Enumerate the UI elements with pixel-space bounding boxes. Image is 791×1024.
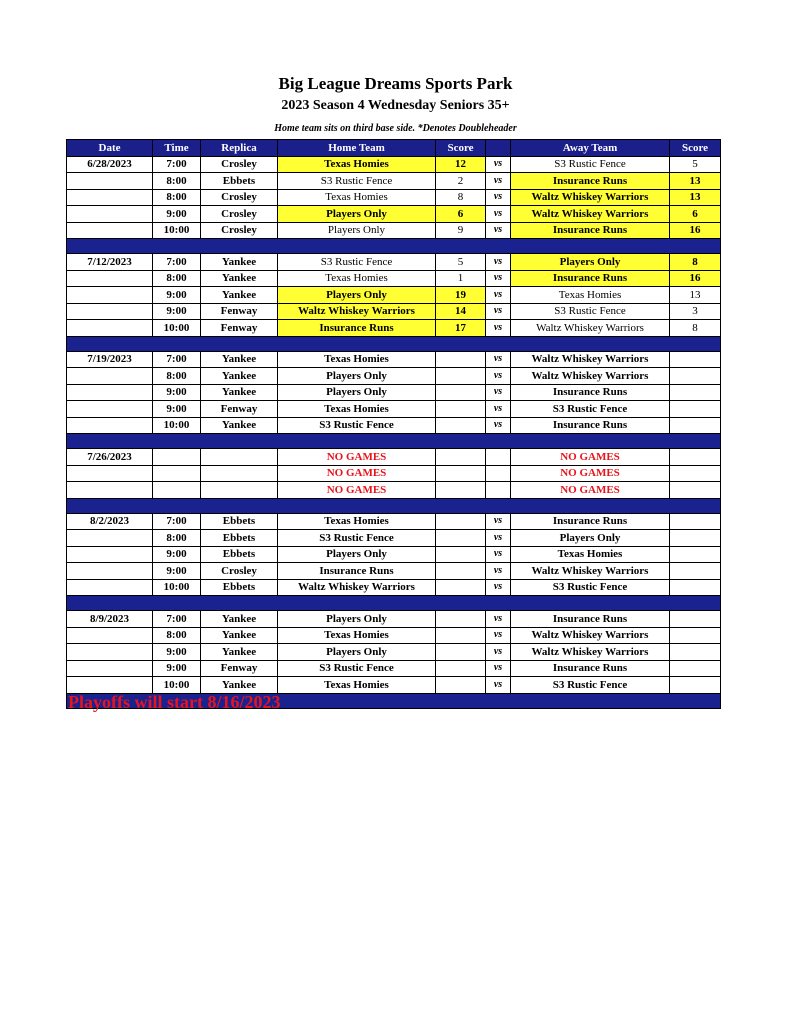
- replica-cell: [201, 465, 278, 482]
- header-date: Date: [67, 140, 153, 157]
- away-team-cell: Waltz Whiskey Warriors: [511, 320, 670, 337]
- home-team-cell: Texas Homies: [278, 627, 436, 644]
- time-cell: 9:00: [153, 644, 201, 661]
- away-team-cell: Insurance Runs: [511, 611, 670, 628]
- vs-cell: vs: [486, 368, 511, 385]
- table-row: [67, 222, 721, 239]
- home-score-cell: [436, 449, 486, 466]
- home-team-cell: NO GAMES: [278, 482, 436, 499]
- away-score-cell: 16: [670, 270, 721, 287]
- replica-cell: Yankee: [201, 627, 278, 644]
- away-score-cell: 13: [670, 287, 721, 304]
- vs-cell: [486, 482, 511, 499]
- replica-cell: Yankee: [201, 384, 278, 401]
- time-cell: 8:00: [153, 530, 201, 547]
- week-divider-cell: [67, 498, 721, 513]
- date-cell: [67, 320, 153, 337]
- date-cell: [67, 206, 153, 223]
- table-row: [67, 173, 721, 190]
- away-score-cell: 3: [670, 303, 721, 320]
- away-team-cell: Insurance Runs: [511, 417, 670, 434]
- vs-cell: vs: [486, 579, 511, 596]
- away-team-cell: Waltz Whiskey Warriors: [511, 644, 670, 661]
- week-divider-cell: [67, 596, 721, 611]
- vs-cell: vs: [486, 627, 511, 644]
- date-cell: 7/26/2023: [67, 449, 153, 466]
- date-cell: [67, 530, 153, 547]
- home-team-cell: Waltz Whiskey Warriors: [278, 579, 436, 596]
- home-team-cell: Texas Homies: [278, 270, 436, 287]
- away-team-cell: Insurance Runs: [511, 173, 670, 190]
- vs-cell: vs: [486, 173, 511, 190]
- replica-cell: Ebbets: [201, 579, 278, 596]
- home-score-cell: [436, 563, 486, 580]
- home-score-cell: [436, 351, 486, 368]
- time-cell: 8:00: [153, 270, 201, 287]
- home-score-cell: [436, 465, 486, 482]
- home-score-cell: 1: [436, 270, 486, 287]
- home-score-cell: 17: [436, 320, 486, 337]
- replica-cell: Yankee: [201, 417, 278, 434]
- table-header-row: [67, 140, 721, 157]
- away-score-cell: 8: [670, 320, 721, 337]
- vs-cell: vs: [486, 611, 511, 628]
- away-score-cell: 6: [670, 206, 721, 223]
- home-score-cell: 19: [436, 287, 486, 304]
- date-cell: 7/12/2023: [67, 254, 153, 271]
- table-row: [67, 563, 721, 580]
- schedule-body: [67, 156, 721, 708]
- home-score-cell: 8: [436, 189, 486, 206]
- replica-cell: Ebbets: [201, 530, 278, 547]
- home-score-cell: [436, 384, 486, 401]
- home-score-cell: [436, 530, 486, 547]
- home-score-cell: 5: [436, 254, 486, 271]
- home-score-cell: [436, 627, 486, 644]
- home-score-cell: [436, 417, 486, 434]
- away-team-cell: S3 Rustic Fence: [511, 156, 670, 173]
- home-team-cell: NO GAMES: [278, 449, 436, 466]
- table-row: [67, 156, 721, 173]
- week-divider: [67, 239, 721, 254]
- home-score-cell: [436, 579, 486, 596]
- table-row: [67, 401, 721, 418]
- time-cell: 8:00: [153, 189, 201, 206]
- vs-cell: vs: [486, 677, 511, 694]
- away-score-cell: [670, 611, 721, 628]
- table-row: [67, 627, 721, 644]
- away-team-cell: Waltz Whiskey Warriors: [511, 368, 670, 385]
- date-cell: [67, 465, 153, 482]
- vs-cell: vs: [486, 254, 511, 271]
- week-divider: [67, 336, 721, 351]
- week-divider-cell: [67, 434, 721, 449]
- vs-cell: vs: [486, 270, 511, 287]
- away-team-cell: Insurance Runs: [511, 222, 670, 239]
- home-team-cell: Texas Homies: [278, 351, 436, 368]
- date-cell: 8/9/2023: [67, 611, 153, 628]
- date-cell: 8/2/2023: [67, 513, 153, 530]
- time-cell: 10:00: [153, 222, 201, 239]
- away-score-cell: 13: [670, 173, 721, 190]
- away-score-cell: [670, 482, 721, 499]
- vs-cell: vs: [486, 513, 511, 530]
- date-cell: [67, 546, 153, 563]
- table-row: [67, 546, 721, 563]
- table-row: [67, 270, 721, 287]
- header-home-team: Home Team: [278, 140, 436, 157]
- time-cell: 8:00: [153, 627, 201, 644]
- vs-cell: [486, 449, 511, 466]
- table-row: [67, 351, 721, 368]
- date-cell: [67, 677, 153, 694]
- vs-cell: vs: [486, 287, 511, 304]
- vs-cell: vs: [486, 563, 511, 580]
- week-divider-cell: [67, 336, 721, 351]
- header-time: Time: [153, 140, 201, 157]
- replica-cell: Fenway: [201, 320, 278, 337]
- date-cell: [67, 173, 153, 190]
- away-score-cell: [670, 465, 721, 482]
- home-score-cell: 12: [436, 156, 486, 173]
- away-score-cell: [670, 417, 721, 434]
- table-row: [67, 530, 721, 547]
- replica-cell: Yankee: [201, 270, 278, 287]
- header-replica: Replica: [201, 140, 278, 157]
- date-cell: [67, 384, 153, 401]
- header-vs: [486, 140, 511, 157]
- replica-cell: Yankee: [201, 644, 278, 661]
- time-cell: 10:00: [153, 417, 201, 434]
- time-cell: 9:00: [153, 546, 201, 563]
- time-cell: 9:00: [153, 660, 201, 677]
- table-row: [67, 677, 721, 694]
- home-team-cell: S3 Rustic Fence: [278, 254, 436, 271]
- time-cell: 9:00: [153, 401, 201, 418]
- replica-cell: Crosley: [201, 156, 278, 173]
- vs-cell: vs: [486, 303, 511, 320]
- replica-cell: Crosley: [201, 222, 278, 239]
- home-score-cell: [436, 401, 486, 418]
- date-cell: [67, 270, 153, 287]
- replica-cell: Yankee: [201, 254, 278, 271]
- away-score-cell: [670, 351, 721, 368]
- home-team-cell: Texas Homies: [278, 401, 436, 418]
- table-row: [67, 368, 721, 385]
- home-team-cell: NO GAMES: [278, 465, 436, 482]
- time-cell: 10:00: [153, 677, 201, 694]
- date-cell: 6/28/2023: [67, 156, 153, 173]
- home-team-cell: S3 Rustic Fence: [278, 417, 436, 434]
- replica-cell: [201, 482, 278, 499]
- away-score-cell: [670, 513, 721, 530]
- away-score-cell: [670, 530, 721, 547]
- home-score-cell: 14: [436, 303, 486, 320]
- away-score-cell: [670, 368, 721, 385]
- time-cell: [153, 465, 201, 482]
- away-score-cell: [670, 660, 721, 677]
- time-cell: 10:00: [153, 320, 201, 337]
- vs-cell: vs: [486, 189, 511, 206]
- vs-cell: vs: [486, 546, 511, 563]
- date-cell: [67, 189, 153, 206]
- table-row: [67, 384, 721, 401]
- home-score-cell: [436, 482, 486, 499]
- home-team-cell: Players Only: [278, 611, 436, 628]
- away-team-cell: Waltz Whiskey Warriors: [511, 627, 670, 644]
- table-row: [67, 579, 721, 596]
- home-score-cell: [436, 644, 486, 661]
- away-team-cell: Players Only: [511, 254, 670, 271]
- page-title: Big League Dreams Sports Park: [278, 74, 513, 93]
- table-row: [67, 449, 721, 466]
- time-cell: 7:00: [153, 351, 201, 368]
- schedule-table: [66, 139, 721, 709]
- time-cell: 9:00: [153, 563, 201, 580]
- away-score-cell: 16: [670, 222, 721, 239]
- time-cell: 7:00: [153, 254, 201, 271]
- replica-cell: Crosley: [201, 563, 278, 580]
- home-score-cell: 6: [436, 206, 486, 223]
- time-cell: 10:00: [153, 579, 201, 596]
- away-team-cell: Insurance Runs: [511, 384, 670, 401]
- home-team-cell: Players Only: [278, 384, 436, 401]
- away-team-cell: Waltz Whiskey Warriors: [511, 189, 670, 206]
- replica-cell: Yankee: [201, 287, 278, 304]
- date-cell: [67, 222, 153, 239]
- table-row: [67, 189, 721, 206]
- date-cell: [67, 627, 153, 644]
- replica-cell: Fenway: [201, 303, 278, 320]
- away-score-cell: [670, 546, 721, 563]
- replica-cell: Fenway: [201, 660, 278, 677]
- home-score-cell: [436, 368, 486, 385]
- table-row: [67, 303, 721, 320]
- home-score-cell: [436, 546, 486, 563]
- date-cell: [67, 287, 153, 304]
- away-score-cell: [670, 627, 721, 644]
- away-score-cell: 5: [670, 156, 721, 173]
- replica-cell: [201, 449, 278, 466]
- table-row: [67, 254, 721, 271]
- away-score-cell: 13: [670, 189, 721, 206]
- away-team-cell: S3 Rustic Fence: [511, 579, 670, 596]
- table-row: [67, 513, 721, 530]
- away-team-cell: S3 Rustic Fence: [511, 677, 670, 694]
- time-cell: 7:00: [153, 611, 201, 628]
- time-cell: 8:00: [153, 173, 201, 190]
- week-divider-cell: [67, 239, 721, 254]
- vs-cell: vs: [486, 644, 511, 661]
- page-subtitle: 2023 Season 4 Wednesday Seniors 35+: [281, 98, 510, 113]
- home-team-cell: Texas Homies: [278, 189, 436, 206]
- home-score-cell: [436, 611, 486, 628]
- table-row: [67, 482, 721, 499]
- week-divider: [67, 596, 721, 611]
- vs-cell: vs: [486, 401, 511, 418]
- home-team-cell: Texas Homies: [278, 513, 436, 530]
- replica-cell: Yankee: [201, 677, 278, 694]
- vs-cell: [486, 465, 511, 482]
- away-score-cell: [670, 384, 721, 401]
- time-cell: 7:00: [153, 156, 201, 173]
- away-team-cell: Texas Homies: [511, 546, 670, 563]
- away-score-cell: [670, 644, 721, 661]
- away-team-cell: S3 Rustic Fence: [511, 401, 670, 418]
- away-team-cell: Waltz Whiskey Warriors: [511, 563, 670, 580]
- home-team-cell: Players Only: [278, 546, 436, 563]
- home-team-cell: S3 Rustic Fence: [278, 660, 436, 677]
- vs-cell: vs: [486, 384, 511, 401]
- replica-cell: Yankee: [201, 611, 278, 628]
- away-team-cell: NO GAMES: [511, 465, 670, 482]
- table-row: [67, 611, 721, 628]
- home-team-cell: S3 Rustic Fence: [278, 173, 436, 190]
- time-cell: 9:00: [153, 384, 201, 401]
- time-cell: 9:00: [153, 287, 201, 304]
- away-team-cell: Insurance Runs: [511, 513, 670, 530]
- home-team-cell: Players Only: [278, 287, 436, 304]
- schedule-note: Home team sits on third base side. *Denotes Doubleheader: [274, 123, 517, 134]
- time-cell: 9:00: [153, 206, 201, 223]
- playoffs-notice: Playoffs will start 8/16/2023: [68, 692, 281, 712]
- away-team-cell: NO GAMES: [511, 482, 670, 499]
- home-team-cell: Players Only: [278, 222, 436, 239]
- away-team-cell: Insurance Runs: [511, 270, 670, 287]
- time-cell: 9:00: [153, 303, 201, 320]
- table-row: [67, 660, 721, 677]
- date-cell: [67, 368, 153, 385]
- away-team-cell: NO GAMES: [511, 449, 670, 466]
- vs-cell: vs: [486, 206, 511, 223]
- away-team-cell: Waltz Whiskey Warriors: [511, 351, 670, 368]
- table-row: [67, 465, 721, 482]
- date-cell: [67, 563, 153, 580]
- home-score-cell: 2: [436, 173, 486, 190]
- home-score-cell: [436, 513, 486, 530]
- replica-cell: Crosley: [201, 206, 278, 223]
- home-team-cell: Players Only: [278, 644, 436, 661]
- header-away-team: Away Team: [511, 140, 670, 157]
- date-cell: [67, 660, 153, 677]
- vs-cell: vs: [486, 351, 511, 368]
- date-cell: 7/19/2023: [67, 351, 153, 368]
- vs-cell: vs: [486, 320, 511, 337]
- table-row: [67, 417, 721, 434]
- away-score-cell: [670, 563, 721, 580]
- date-cell: [67, 644, 153, 661]
- home-team-cell: Waltz Whiskey Warriors: [278, 303, 436, 320]
- date-cell: [67, 482, 153, 499]
- table-row: [67, 320, 721, 337]
- away-score-cell: [670, 579, 721, 596]
- table-row: [67, 206, 721, 223]
- home-score-cell: [436, 677, 486, 694]
- vs-cell: vs: [486, 156, 511, 173]
- home-team-cell: Players Only: [278, 368, 436, 385]
- table-row: [67, 644, 721, 661]
- home-score-cell: 9: [436, 222, 486, 239]
- vs-cell: vs: [486, 417, 511, 434]
- table-row: [67, 287, 721, 304]
- replica-cell: Yankee: [201, 351, 278, 368]
- vs-cell: vs: [486, 530, 511, 547]
- away-score-cell: [670, 401, 721, 418]
- home-team-cell: S3 Rustic Fence: [278, 530, 436, 547]
- time-cell: 8:00: [153, 368, 201, 385]
- away-score-cell: [670, 677, 721, 694]
- time-cell: 7:00: [153, 513, 201, 530]
- header-away-score: Score: [670, 140, 721, 157]
- replica-cell: Yankee: [201, 368, 278, 385]
- week-divider: [67, 498, 721, 513]
- away-team-cell: S3 Rustic Fence: [511, 303, 670, 320]
- home-score-cell: [436, 660, 486, 677]
- away-score-cell: 8: [670, 254, 721, 271]
- away-team-cell: Texas Homies: [511, 287, 670, 304]
- date-cell: [67, 401, 153, 418]
- home-team-cell: Insurance Runs: [278, 563, 436, 580]
- home-team-cell: Players Only: [278, 206, 436, 223]
- replica-cell: Ebbets: [201, 546, 278, 563]
- replica-cell: Ebbets: [201, 513, 278, 530]
- replica-cell: Crosley: [201, 189, 278, 206]
- away-score-cell: [670, 449, 721, 466]
- replica-cell: Ebbets: [201, 173, 278, 190]
- home-team-cell: Insurance Runs: [278, 320, 436, 337]
- vs-cell: vs: [486, 660, 511, 677]
- date-cell: [67, 579, 153, 596]
- time-cell: [153, 482, 201, 499]
- home-team-cell: Texas Homies: [278, 677, 436, 694]
- header-home-score: Score: [436, 140, 486, 157]
- vs-cell: vs: [486, 222, 511, 239]
- away-team-cell: Waltz Whiskey Warriors: [511, 206, 670, 223]
- replica-cell: Fenway: [201, 401, 278, 418]
- time-cell: [153, 449, 201, 466]
- date-cell: [67, 417, 153, 434]
- away-team-cell: Insurance Runs: [511, 660, 670, 677]
- date-cell: [67, 303, 153, 320]
- away-team-cell: Players Only: [511, 530, 670, 547]
- week-divider: [67, 434, 721, 449]
- home-team-cell: Texas Homies: [278, 156, 436, 173]
